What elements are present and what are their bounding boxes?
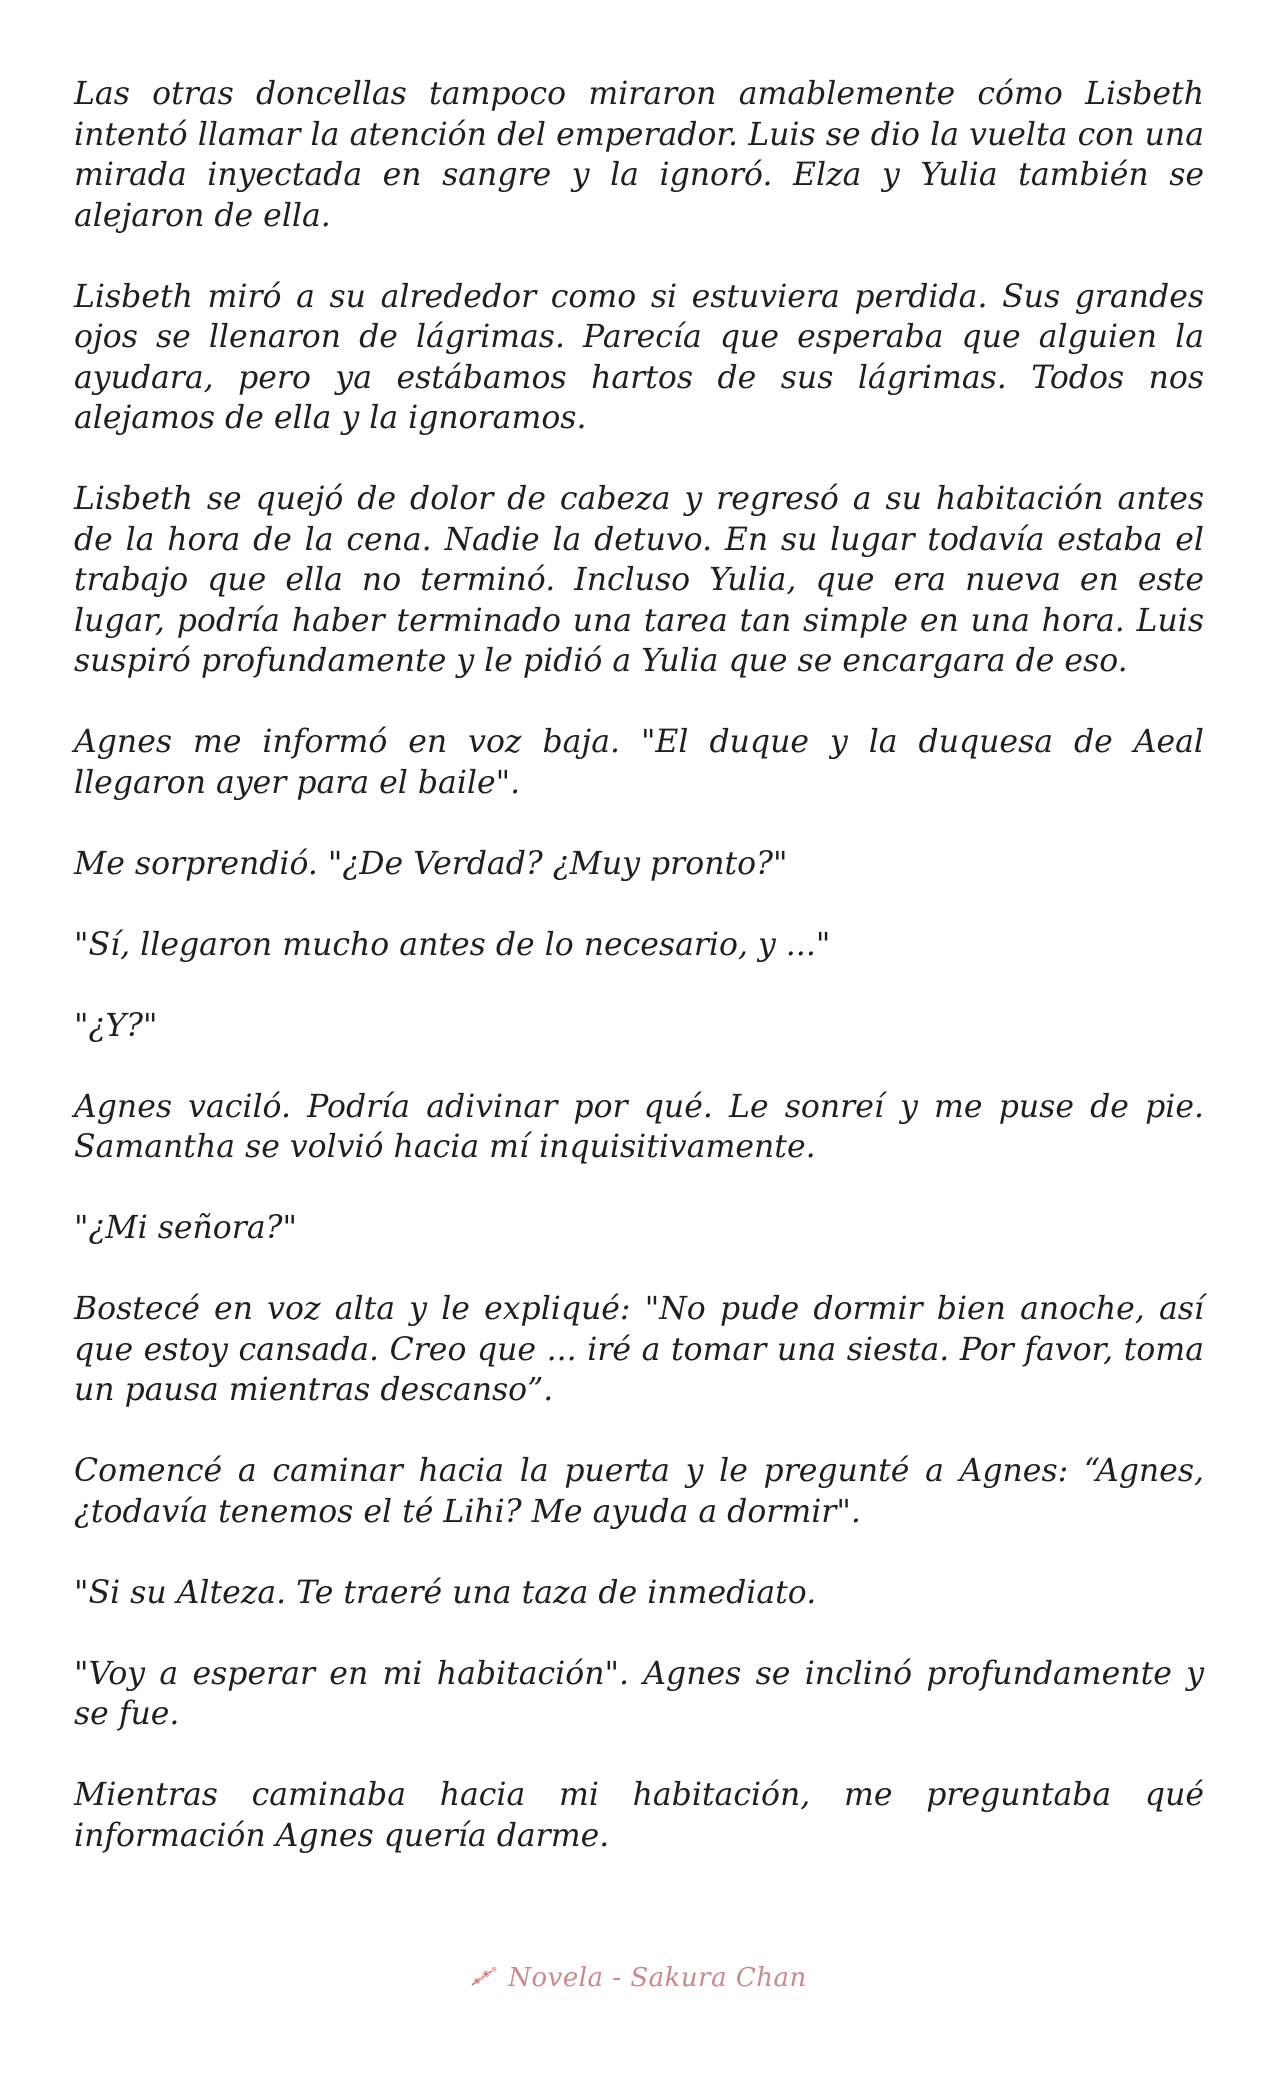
footer-text: Novela - Sakura Chan: [508, 1963, 807, 1993]
footer-watermark: [0, 1958, 1275, 1998]
paragraph-3: Lisbeth se quejó de dolor de cabeza y regresó a su habitación antes de la hora de la cena. Nadie la detuvo. En su lugar todavía estaba el trabajo que ella no terminó. Incluso Yulia, que era nueva en este lugar, podría haber terminado una tarea tan simple en una hora. Luis suspiró profundamente y le pidió a Yulia que se encargara de eso.: [74, 481, 1204, 679]
story-text: [74, 74, 1204, 1897]
paragraph-7: "¿Y?": [74, 1007, 158, 1044]
paragraph-8: Agnes vaciló. Podría adivinar por qué. Le sonreí y me puse de pie. Samantha se volvió hacia mí inquisitivamente.: [74, 1088, 1204, 1165]
paragraph-5: Me sorprendió. "¿De Verdad? ¿Muy pronto?": [74, 845, 788, 882]
paragraph-2: Lisbeth miró a su alrededor como si estuviera perdida. Sus grandes ojos se llenaron de lágrimas. Parecía que esperaba que alguien la ayudara, pero ya estábamos hartos de sus lágrimas. Todos nos alejamos de ella y la ignoramos.: [74, 278, 1204, 436]
paragraph-9: "¿Mi señora?": [74, 1210, 297, 1246]
paragraph-10: Bostecé en voz alta y le expliqué: "No pude dormir bien anoche, así que estoy cansada. Creo que ... iré a tomar una siesta. Por favor, toma un pausa mientras descanso”.: [74, 1291, 1204, 1408]
paragraph-14: Mientras caminaba hacia mi habitación, me preguntaba qué información Agnes quería darme.: [74, 1777, 1204, 1854]
paragraph-4: Agnes me informó en voz baja. "El duque y la duquesa de Aeal llegaron ayer para el baile".: [74, 724, 1204, 801]
paragraph-11: Comencé a caminar hacia la puerta y le pregunté a Agnes: “Agnes, ¿todavía tenemos el té Lihi? Me ayuda a dormir".: [74, 1453, 1204, 1530]
sakura-flower-icon: [468, 1963, 502, 1993]
paragraph-6: "Sí, llegaron mucho antes de lo necesario, y ...": [74, 926, 831, 963]
paragraph-12: "Si su Alteza. Te traeré una taza de inmediato.: [74, 1574, 817, 1611]
paragraph-1: Las otras doncellas tampoco miraron amablemente cómo Lisbeth intentó llamar la atención del emperador. Luis se dio la vuelta con una mirada inyectada en sangre y la ignoró. Elza y Yulia también se alejaron de ella.: [74, 76, 1204, 234]
paragraph-13: "Voy a esperar en mi habitación". Agnes se inclinó profundamente y se fue.: [74, 1655, 1204, 1732]
